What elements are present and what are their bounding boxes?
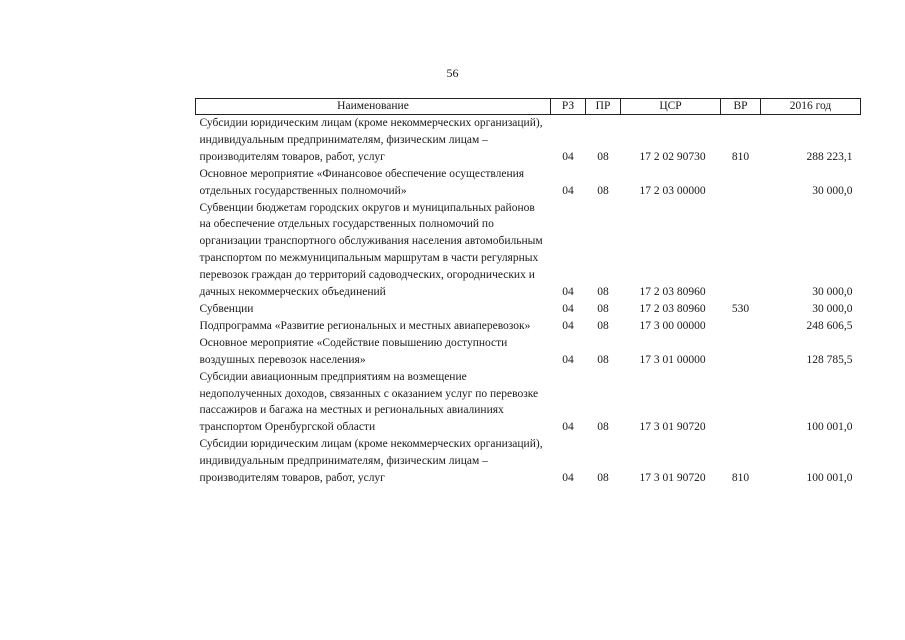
row-pr: 08	[597, 421, 609, 434]
row-csr: 17 2 03 80960	[639, 286, 706, 299]
column-header-csr: ЦСР	[621, 99, 721, 115]
column-header-year: 2016 год	[761, 99, 861, 115]
row-rz: 04	[562, 319, 574, 332]
column-header-vr: ВР	[721, 99, 761, 115]
row-pr: 08	[597, 319, 609, 332]
row-rz: 04	[562, 286, 574, 299]
row-vr	[721, 166, 761, 200]
row-csr: 17 2 03 00000	[639, 184, 706, 197]
row-pr: 08	[597, 286, 609, 299]
row-csr: 17 3 01 00000	[639, 353, 706, 366]
row-name: Субвенции бюджетам городских округов и муниципальных районов на обеспечение отдельных государственных полномочий по организации транспортного обслуживания населения автомобильным транспортом по межмуниципальным маршрутам в части регулярных перевозок граждан до территорий садоводческих, огороднических и дачных некоммерческих объединений	[199, 201, 543, 299]
row-rz: 04	[562, 472, 574, 485]
row-amount: 248 606,5	[806, 319, 853, 332]
row-vr: 810	[731, 150, 750, 163]
column-header-name: Наименование	[196, 99, 551, 115]
row-amount: 288 223,1	[806, 150, 853, 163]
row-rz: 04	[562, 421, 574, 434]
table-row	[196, 115, 861, 166]
table-row	[196, 436, 861, 487]
table-row	[196, 200, 861, 301]
row-rz: 04	[562, 150, 574, 163]
table-row	[196, 335, 861, 369]
row-name: Основное мероприятие «Содействие повышению доступности воздушных перевозок населения»	[199, 336, 508, 366]
row-vr	[721, 335, 761, 369]
row-rz: 04	[562, 353, 574, 366]
row-name: Субсидии юридическим лицам (кроме некоммерческих организаций), индивидуальным предпринимателям, физическим лицам – производителям товаров, работ, услуг	[199, 438, 543, 485]
budget-table	[195, 98, 861, 487]
table-row	[196, 166, 861, 200]
row-pr: 08	[597, 184, 609, 197]
row-pr: 08	[597, 353, 609, 366]
row-csr: 17 3 00 00000	[639, 319, 706, 332]
page-number: 56	[446, 66, 459, 80]
table-row	[196, 369, 861, 437]
row-name: Субвенции	[199, 302, 254, 315]
row-name: Основное мероприятие «Финансовое обеспечение осуществления отдельных государственных полномочий»	[199, 167, 525, 197]
row-vr	[721, 200, 761, 301]
row-csr: 17 2 02 90730	[639, 150, 706, 163]
row-amount: 30 000,0	[812, 286, 853, 299]
row-csr: 17 3 01 90720	[639, 421, 706, 434]
row-name: Подпрограмма «Развитие региональных и местных авиаперевозок»	[199, 319, 531, 332]
row-csr: 17 2 03 80960	[639, 302, 706, 315]
row-amount: 128 785,5	[806, 353, 853, 366]
row-rz: 04	[562, 302, 574, 315]
row-name: Субсидии авиационным предприятиям на возмещение недополученных доходов, связанных с оказанием услуг по перевозке пассажиров и багажа на местных и региональных авиалиниях транспортом Оренбургской области	[199, 370, 539, 434]
column-header-rz: РЗ	[551, 99, 586, 115]
row-pr: 08	[597, 472, 609, 485]
row-amount: 100 001,0	[806, 472, 853, 485]
row-vr	[721, 318, 761, 335]
table-header-row	[196, 99, 861, 115]
row-name: Субсидии юридическим лицам (кроме некоммерческих организаций), индивидуальным предпринимателям, физическим лицам – производителям товаров, работ, услуг	[199, 117, 543, 163]
row-amount: 30 000,0	[812, 302, 853, 315]
row-pr: 08	[597, 302, 609, 315]
row-vr: 530	[731, 302, 750, 315]
row-pr: 08	[597, 150, 609, 163]
row-csr: 17 3 01 90720	[639, 472, 706, 485]
table-row	[196, 301, 861, 318]
row-vr	[721, 369, 761, 437]
column-header-pr: ПР	[586, 99, 621, 115]
row-rz: 04	[562, 184, 574, 197]
row-amount: 30 000,0	[812, 184, 853, 197]
row-amount: 100 001,0	[806, 421, 853, 434]
row-vr: 810	[731, 472, 750, 485]
table-row	[196, 318, 861, 335]
